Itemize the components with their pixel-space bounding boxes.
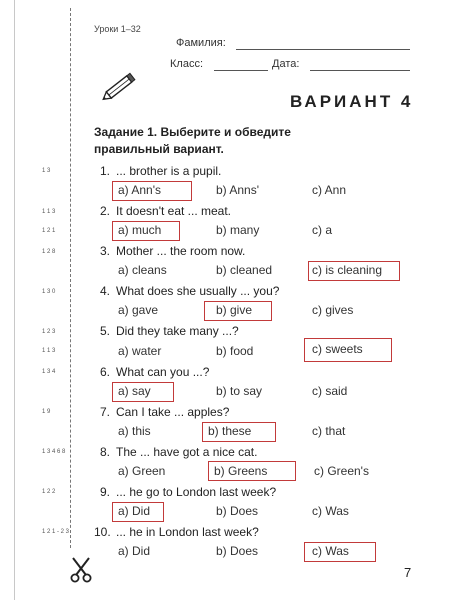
pencil-icon	[98, 70, 140, 104]
question-number: 9.	[100, 485, 111, 499]
option-c[interactable]: c) a	[312, 223, 333, 237]
option-b[interactable]: b) food	[216, 344, 254, 358]
question-text: Did they take many ...?	[116, 324, 239, 338]
question-number: 2.	[100, 204, 111, 218]
question-number: 6.	[100, 365, 111, 379]
option-b[interactable]: b) Anns'	[216, 183, 259, 197]
option-b[interactable]: b) cleaned	[216, 263, 273, 277]
option-a[interactable]: a) Did	[118, 504, 151, 518]
task-title-line-2: правильный вариант.	[94, 142, 224, 156]
option-c[interactable]: c) Green's	[314, 464, 369, 478]
question-number: 7.	[100, 405, 111, 419]
question-number: 5.	[100, 324, 111, 338]
option-b[interactable]: b) to say	[216, 384, 263, 398]
page-number: 7	[404, 565, 412, 580]
option-a[interactable]: a) much	[118, 223, 162, 237]
page-edge	[14, 0, 15, 600]
question-text: Can I take ... apples?	[116, 405, 230, 419]
option-a[interactable]: a) Green	[118, 464, 166, 478]
margin-note: 1 2 8	[42, 249, 56, 255]
question-text: ... brother is a pupil.	[116, 164, 222, 178]
date-line[interactable]	[310, 70, 410, 71]
cut-line	[70, 8, 71, 548]
option-b[interactable]: b) Does	[216, 504, 259, 518]
margin-note: 1 9	[42, 409, 51, 415]
option-c[interactable]: c) sweets	[312, 342, 363, 356]
question-number: 3.	[100, 244, 111, 258]
margin-note: 1 2 1 - 2 3	[42, 529, 70, 535]
option-c[interactable]: c) said	[312, 384, 348, 398]
surname-line[interactable]	[236, 49, 410, 50]
question-text: The ... have got a nice cat.	[116, 445, 258, 459]
option-b[interactable]: b) give	[216, 303, 253, 317]
question-text: ... he go to London last week?	[116, 485, 277, 499]
question-text: It doesn't eat ... meat.	[116, 204, 232, 218]
class-label: Класс:	[170, 58, 203, 70]
task-title-line-1: Задание 1. Выберите и обведите	[94, 125, 291, 139]
option-c[interactable]: c) Was	[312, 504, 349, 518]
option-b[interactable]: b) these	[208, 424, 252, 438]
question-text: What does she usually ... you?	[116, 284, 280, 298]
margin-note: 1 1 3	[42, 209, 56, 215]
scissors-icon	[68, 556, 94, 584]
task-title	[94, 124, 334, 158]
margin-note: 1 2 1	[42, 228, 56, 234]
class-line[interactable]	[214, 70, 268, 71]
option-a[interactable]: a) say	[118, 384, 151, 398]
margin-note: 1 1 3	[42, 348, 56, 354]
margin-note: 1 3 0	[42, 289, 56, 295]
question-number: 4.	[100, 284, 111, 298]
question-number: 10.	[94, 525, 111, 539]
option-a[interactable]: a) Ann's	[118, 183, 161, 197]
option-a[interactable]: a) water	[118, 344, 162, 358]
lesson-label: Уроки 1–32	[94, 24, 141, 34]
question-number: 1.	[100, 164, 111, 178]
margin-note: 1 2 3	[42, 329, 56, 335]
option-c[interactable]: c) that	[312, 424, 346, 438]
option-c[interactable]: c) Was	[312, 544, 349, 558]
question-number: 8.	[100, 445, 111, 459]
date-label: Дата:	[272, 58, 300, 70]
option-c[interactable]: c) is cleaning	[312, 263, 383, 277]
margin-note: 1 2 2	[42, 489, 56, 495]
variant-title: ВАРИАНТ 4	[290, 92, 414, 111]
question-text: ... he in London last week?	[116, 525, 259, 539]
option-a[interactable]: a) Did	[118, 544, 151, 558]
option-c[interactable]: c) Ann	[312, 183, 347, 197]
option-c[interactable]: c) gives	[312, 303, 354, 317]
option-b[interactable]: b) Greens	[214, 464, 268, 478]
question-text: What can you ...?	[116, 365, 210, 379]
question-text: Mother ... the room now.	[116, 244, 246, 258]
surname-label: Фамилия:	[176, 37, 226, 49]
margin-note: 1 3 4 6 8	[42, 449, 66, 455]
option-a[interactable]: a) gave	[118, 303, 159, 317]
option-b[interactable]: b) Does	[216, 544, 259, 558]
option-b[interactable]: b) many	[216, 223, 260, 237]
option-a[interactable]: a) cleans	[118, 263, 167, 277]
margin-note: 1 3 4	[42, 369, 56, 375]
option-a[interactable]: a) this	[118, 424, 151, 438]
margin-note: 1 3	[42, 168, 51, 174]
